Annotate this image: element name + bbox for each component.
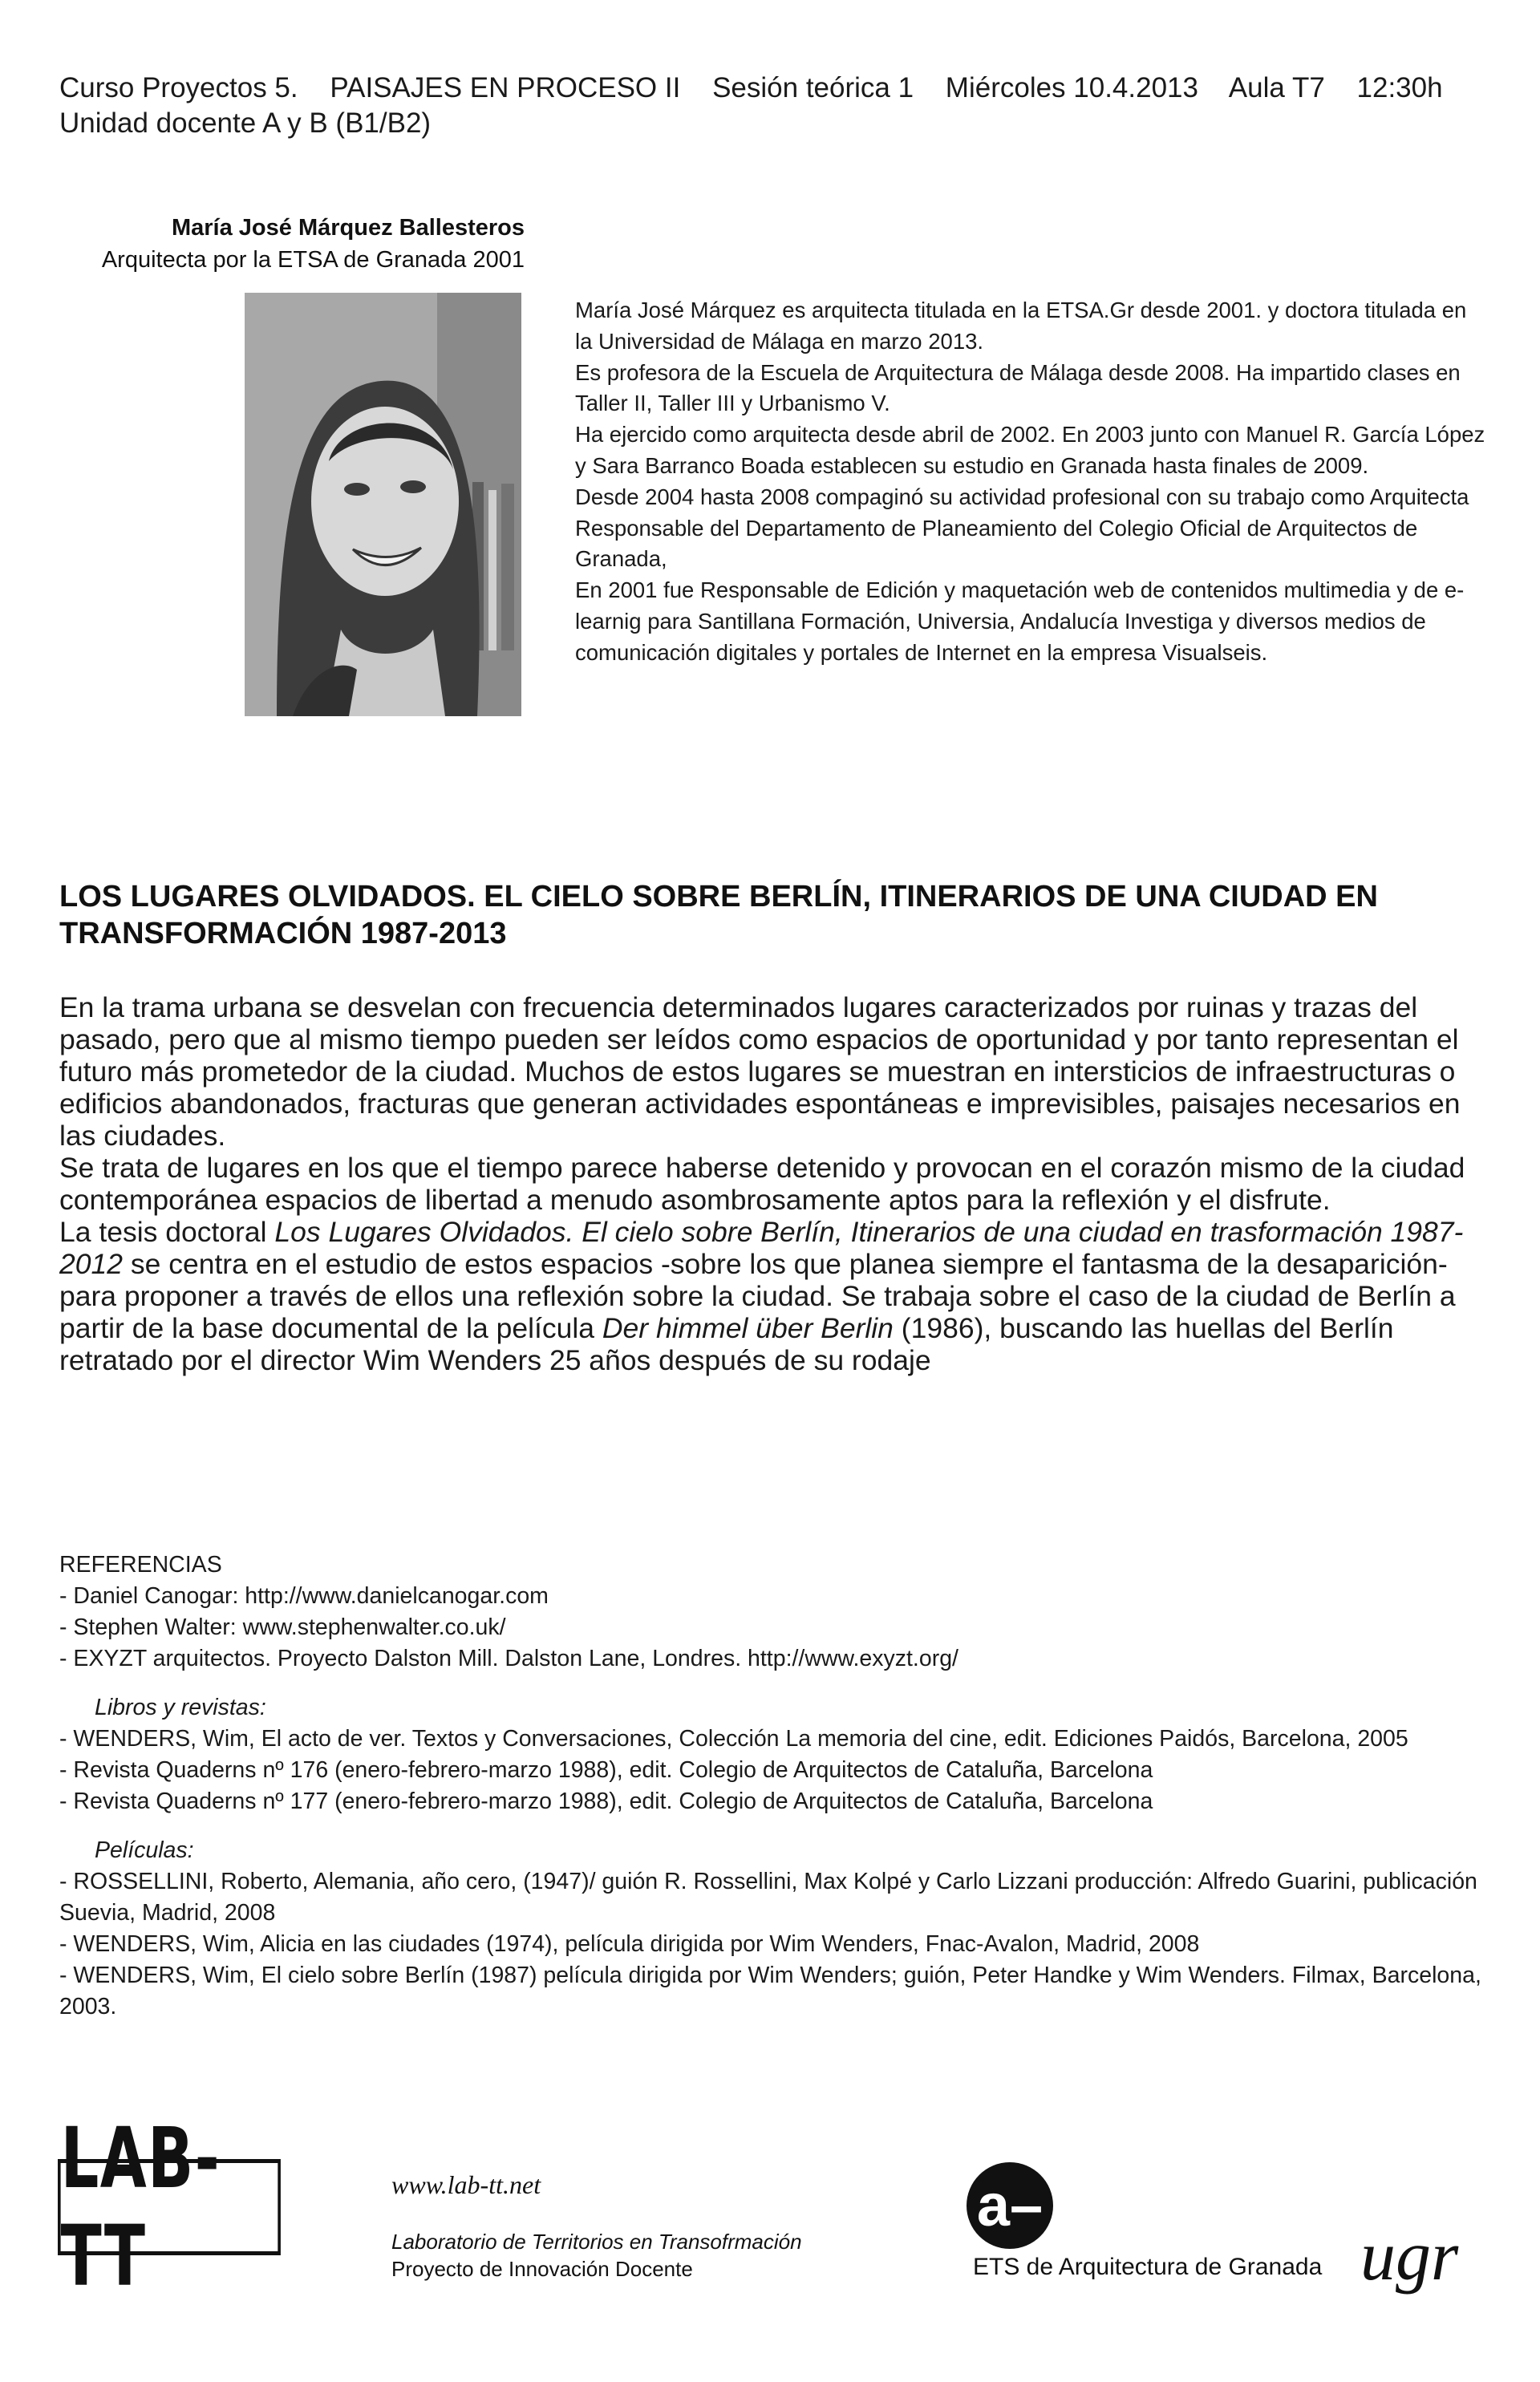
thesis-intro: La tesis doctoral [59, 1216, 275, 1248]
university-logo: ugr [1360, 2218, 1459, 2295]
bio-paragraph: Ha ejercido como arquitecta desde abril de 2002. En 2003 junto con Manuel R. García López y Sara Barranco Boada establecen su estudio en Granada hasta finales de 2009. [575, 422, 1485, 478]
lecture-paragraph: Se trata de lugares en los que el tiempo parece haberse detenido y provocan en el corazón mismo de la ciudad contemporánea espacios de libertad a menudo asombrosamente aptos para la reflexión y el disfrute. [59, 1152, 1465, 1216]
bio-paragraph: María José Márquez es arquitecta titulada en la ETSA.Gr desde 2001. y doctora titulada en la Universidad de Málaga en marzo 2013. [575, 298, 1467, 354]
bio-paragraph: En 2001 fue Responsable de Edición y maquetación web de contenidos multimedia y de e-learnig para Santillana Formación, Universia, Andalucía Investiga y diversos medios de comunicación digitales y portales de Internet en la empresa Visualseis. [575, 577, 1465, 665]
author-role: Arquitecta por la ETSA de Granada 2001 [101, 247, 525, 273]
lab-name: Laboratorio de Territorios en Transofrmación [391, 2230, 802, 2254]
film-reference: - WENDERS, Wim, El cielo sobre Berlín (1987) película dirigida por Wim Wenders; guión, Peter Handke y Wim Wenders. Filmax, Barcelona, 2003. [59, 1963, 1481, 2019]
unit-label: Unidad docente A y B (B1/B2) [59, 107, 432, 139]
lab-tt-logo: LAB-TT [58, 2159, 281, 2255]
author-name: María José Márquez Ballesteros [171, 215, 525, 241]
book-reference: - WENDERS, Wim, El acto de ver. Textos y Conversaciones, Colección La memoria del cine, edit. Ediciones Paidós, Barcelona, 2005 [59, 1726, 1408, 1752]
thesis-description: se centra en el estudio de estos espacios -sobre los que planea siempre el fantasma de la desaparición- para proponer a través de ellos una reflexión sobre la ciudad. Se trabaja sobre el caso de la ciudad de Berlín a partir de la base documental de la película [59, 1248, 1456, 1344]
page-header [59, 71, 1443, 141]
header-line-1 [59, 71, 1443, 106]
films-heading: Películas: [95, 1837, 194, 1863]
references-section [59, 1550, 1487, 2023]
lecture-paragraph-thesis [59, 1216, 1487, 1376]
references-heading: REFERENCIAS [59, 1552, 222, 1578]
lecture-title: LOS LUGARES OLVIDADOS. EL CIELO SOBRE BERLÍN, ITINERARIOS DE UNA CIUDAD EN TRANSFORMACIÓN 1987-2013 [59, 880, 1378, 950]
book-reference: - Revista Quaderns nº 176 (enero-febrero-marzo 1988), edit. Colegio de Arquitectos de Cataluña, Barcelona [59, 1757, 1153, 1783]
lab-website: www.lab-tt.net [391, 2170, 541, 2199]
program-label: PAISAJES EN PROCESO II [330, 72, 681, 103]
portrait-illustration [245, 293, 521, 716]
lecture-paragraph: En la trama urbana se desvelan con frecuencia determinados lugares caracterizados por ruinas y trazas del pasado, pero que al mismo tiempo pueden ser leídos como espacios de oportunidad y por tanto representan el futuro más prometedor de la ciudad. Muchos de estos lugares se muestran en intersticios de infraestructuras o edificios abandonados, fracturas que generan actividades espontáneas e imprevisibles, paisajes necesarios en las ciudades. [59, 991, 1461, 1152]
time-label: 12:30h [1356, 72, 1443, 103]
date-label: Miércoles 10.4.2013 [945, 72, 1198, 103]
author-bio [575, 295, 1489, 669]
film-reference: - ROSSELLINI, Roberto, Alemania, año cero, (1947)/ guión R. Rossellini, Max Kolpé y Carlo Lizzani producción: Alfredo Guarini, publicación Suevia, Madrid, 2008 [59, 1869, 1477, 1926]
web-reference: - Daniel Canogar: http://www.danielcanogar.com [59, 1583, 549, 1609]
thesis-conclusion: (1986), buscando las huellas del Berlín retratado por el director Wim Wenders 25 años después de su rodaje [59, 1312, 1394, 1376]
web-reference: - EXYZT arquitectos. Proyecto Dalston Mill. Dalston Lane, Londres. http://www.exyzt.org/ [59, 1646, 958, 1671]
film-reference: - WENDERS, Wim, Alicia en las ciudades (1974), película dirigida por Wim Wenders, Fnac-Avalon, Madrid, 2008 [59, 1931, 1200, 1957]
course-label: Curso Proyectos 5. [59, 72, 298, 103]
film-title: Der himmel über Berlin [602, 1312, 894, 1344]
book-reference: - Revista Quaderns nº 177 (enero-febrero-marzo 1988), edit. Colegio de Arquitectos de Cataluña, Barcelona [59, 1789, 1153, 1814]
books-heading: Libros y revistas: [95, 1695, 266, 1720]
author-photo [245, 293, 521, 716]
lecture-body [59, 991, 1487, 1376]
lab-project: Proyecto de Innovación Docente [391, 2257, 693, 2281]
web-reference: - Stephen Walter: www.stephenwalter.co.uk/ [59, 1614, 506, 1640]
school-name: ETS de Arquitectura de Granada [973, 2254, 1323, 2280]
session-label: Sesión teórica 1 [712, 72, 914, 103]
room-label: Aula T7 [1228, 72, 1325, 103]
school-logo: a– [967, 2162, 1053, 2249]
bio-paragraph: Desde 2004 hasta 2008 compaginó su actividad profesional con su trabajo como Arquitecta Responsable del Departamento de Planeamiento del Colegio Oficial de Arquitectos de Granada, [575, 484, 1469, 572]
thesis-title: Los Lugares Olvidados. El cielo sobre Berlín, Itinerarios de una ciudad en trasformación 1987-2012 [59, 1216, 1464, 1280]
bio-paragraph: Es profesora de la Escuela de Arquitectura de Málaga desde 2008. Ha impartido clases en Taller II, Taller III y Urbanismo V. [575, 359, 1461, 416]
